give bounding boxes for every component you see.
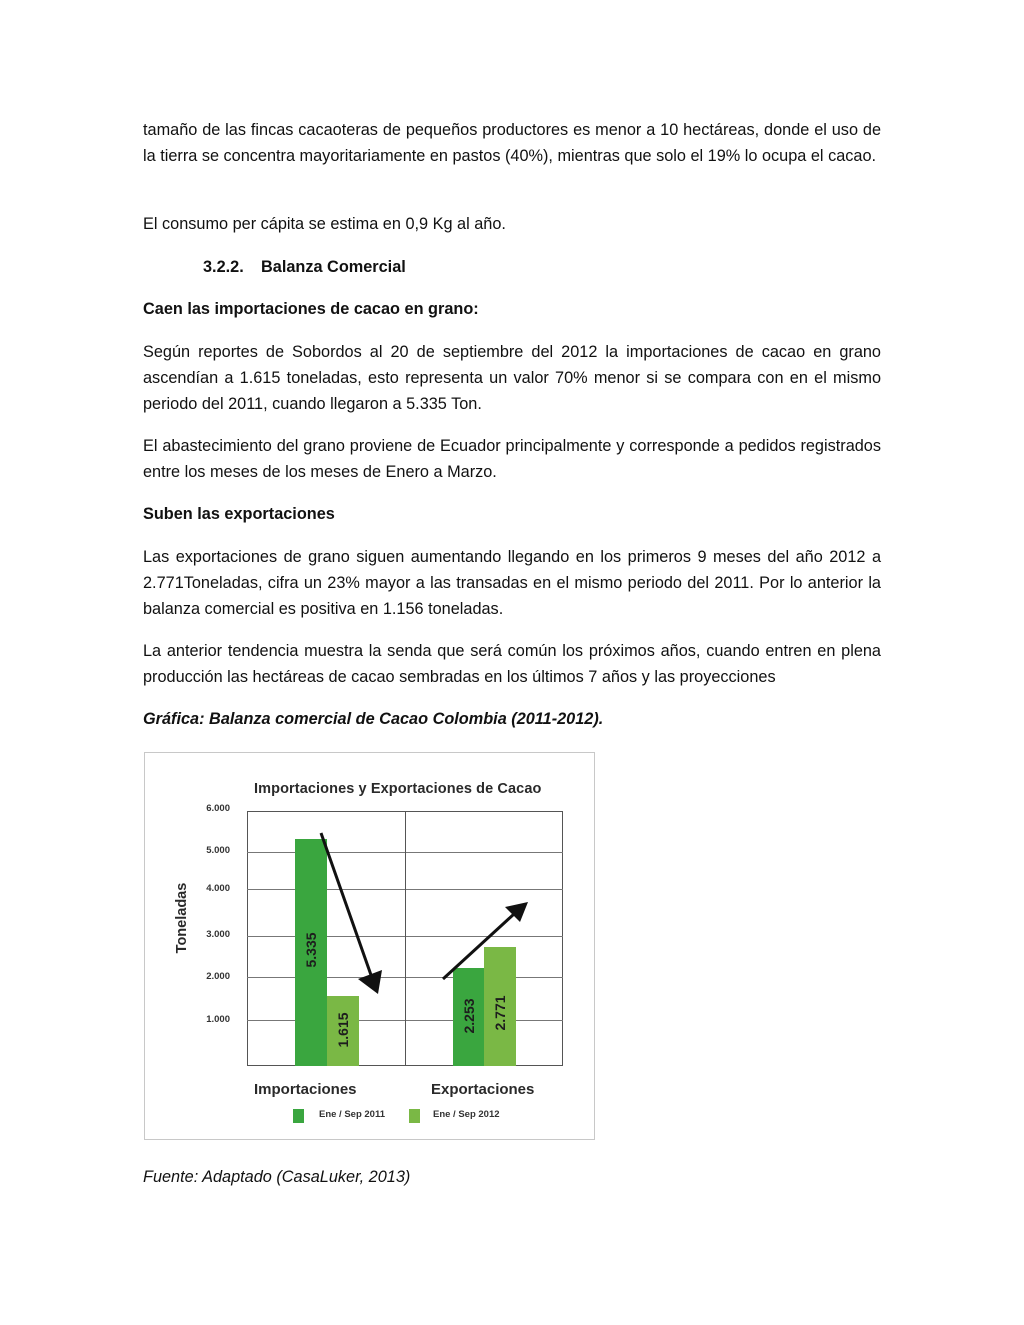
legend-label-2011: Ene / Sep 2011 — [319, 1109, 386, 1120]
paragraph-exports-2: La anterior tendencia muestra la senda que será común los próximos años, cuando entren en plena producción las hectáreas de cacao sembradas en los últimos 7 años y las proyecciones — [143, 642, 881, 686]
subheading-imports: Caen las importaciones de cacao en grano: — [143, 300, 479, 318]
y-axis-label: Toneladas — [174, 882, 190, 954]
subheading-exports: Suben las exportaciones — [143, 505, 335, 523]
y-tick-6000: 6.000 — [206, 803, 230, 814]
bar-value-label: 2.253 — [460, 998, 477, 1034]
figure-caption: Gráfica: Balanza comercial de Cacao Colombia (2011-2012). — [143, 710, 604, 728]
source-note: Fuente: Adaptado (CasaLuker, 2013) — [143, 1168, 411, 1186]
bar-exportaciones-2011 — [453, 968, 484, 1066]
paragraph-finca-size: tamaño de las fincas cacaoteras de pequeños productores es menor a 10 hectáreas, donde el uso de la tierra se concentra mayoritariamente en pastos (40%), mientras que solo el 19% lo ocupa el cacao. — [143, 121, 881, 165]
bar-exportaciones-2012 — [484, 947, 516, 1066]
chart-title: Importaciones y Exportaciones de Cacao — [254, 781, 542, 797]
bar-value-label: 2.771 — [492, 995, 508, 1031]
y-tick-3000: 3.000 — [206, 929, 230, 940]
bar-value-label: 1.615 — [335, 1012, 351, 1048]
paragraph-consumo: El consumo per cápita se estima en 0,9 Kg al año. — [143, 215, 506, 233]
section-number: 3.2.2. — [203, 258, 244, 276]
bar-importaciones-2011 — [295, 839, 327, 1066]
bar-value-label: 5.335 — [303, 932, 319, 968]
paragraph-exports-1: Las exportaciones de grano siguen aumentando llegando en los primeros 9 meses del año 2012 a 2.771Toneladas, cifra un 23% mayor a las transadas en el mismo periodo del 2011. Por lo anterior la balanza comercial es positiva en 1.156 toneladas. — [143, 548, 881, 618]
x-category-exportaciones: Exportaciones — [431, 1081, 535, 1098]
legend-swatch-2011 — [293, 1109, 304, 1123]
section-heading — [203, 254, 406, 280]
y-tick-2000: 2.000 — [206, 971, 230, 982]
bar-importaciones-2012 — [327, 996, 359, 1066]
legend-swatch-2012 — [409, 1109, 420, 1123]
y-tick-4000: 4.000 — [206, 883, 230, 894]
y-tick-5000: 5.000 — [206, 845, 230, 856]
x-category-importaciones: Importaciones — [254, 1081, 357, 1098]
y-tick-1000: 1.000 — [206, 1014, 230, 1025]
paragraph-imports-1: Según reportes de Sobordos al 20 de septiembre del 2012 la importaciones de cacao en grano ascendían a 1.615 toneladas, esto representa un valor 70% menor si se compara con en el mismo periodo del 2011, cuando llegaron a 5.335 Ton. — [143, 343, 881, 413]
legend-label-2012: Ene / Sep 2012 — [433, 1109, 500, 1120]
section-title: Balanza Comercial — [261, 258, 406, 276]
paragraph-imports-2: El abastecimiento del grano proviene de Ecuador principalmente y corresponde a pedidos registrados entre los meses de los meses de Enero a Marzo. — [143, 437, 881, 481]
category-divider — [405, 811, 406, 1066]
